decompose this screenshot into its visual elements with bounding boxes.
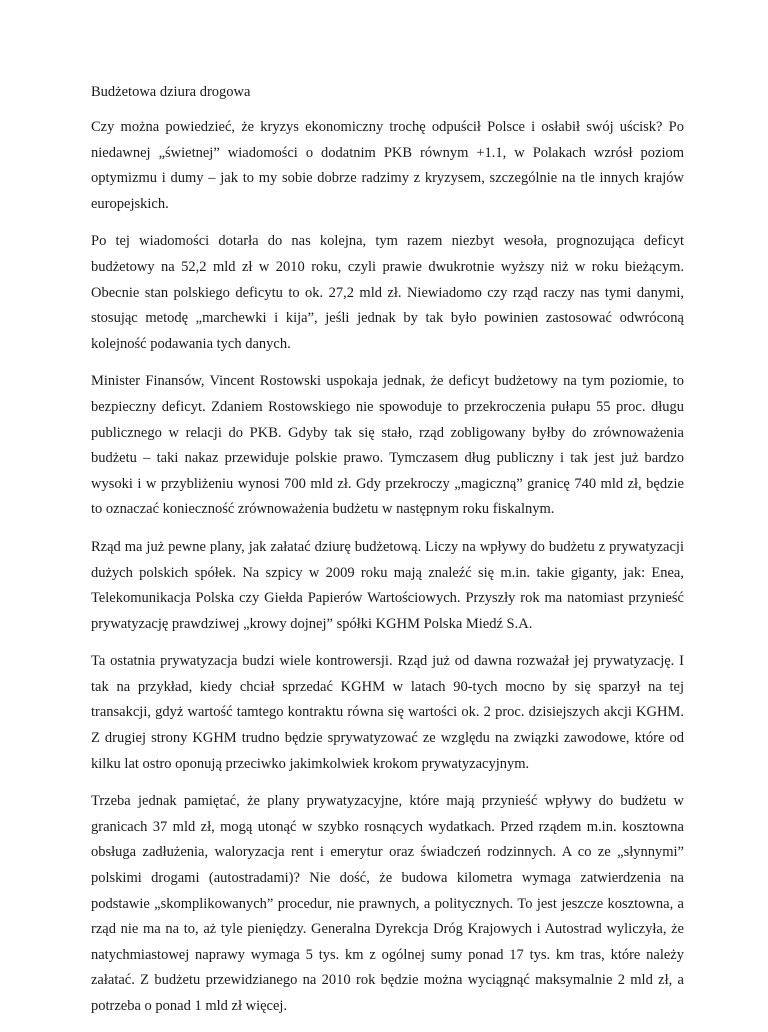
paragraph-2: Po tej wiadomości dotarła do nas kolejna, tym razem niezbyt wesoła, prognozująca deficyt budżetowy na 52,2 mld zł w 2010 roku, czyli prawie dwukrotnie wyższy niż w roku bieżącym. Obecnie stan polskiego deficytu to ok. 27,2 mld zł. Niewiadomo czy rząd raczy nas tymi danymi, stosując metodę „marchewki i kija”, jeśli jednak by tak było powinien zastosować odwróconą kolejność podawania tych danych.: [91, 233, 684, 352]
document-page: [91, 82, 684, 1032]
paragraph-5: Ta ostatnia prywatyzacja budzi wiele kontrowersji. Rząd już od dawna rozważał jej prywatyzację. I tak na przykład, kiedy chciał sprzedać KGHM w latach 90-tych mocno by się sparzył na tej transakcji, gdyż wartość tamtego kontraktu równa się wartości ok. 2 proc. dzisiejszych akcji KGHM. Z drugiej strony KGHM trudno będzie sprywatyzować ze względu na związki zawodowe, które od kilku lat ostro oponują przeciwko jakimkolwiek krokom prywatyzacyjnym.: [91, 653, 684, 772]
document-title: Budżetowa dziura drogowa: [91, 84, 251, 100]
paragraph-6: Trzeba jednak pamiętać, że plany prywatyzacyjne, które mają przynieść wpływy do budżetu w granicach 37 mld zł, mogą utonąć w szybko rosnących wydatkach. Przed rządem m.in. kosztowna obsługa zadłużenia, waloryzacja rent i emerytur oraz świadczeń rodzinnych. A co ze „słynnymi” polskimi drogami (autostradami)? Nie dość, że budowa kilometra wymaga zatwierdzenia na podstawie „skomplikowanych” procedur, nie prawnych, a politycznych. To jest jeszcze kosztowna, a rząd nie ma na to, aż tyle pieniędzy. Generalna Dyrekcja Dróg Krajowych i Autostrad wyliczyła, że natychmiastowej naprawy wymaga 5 tys. km z ogólnej sumy ponad 17 tys. km tras, które należy załatać. Z budżetu przewidzianego na 2010 rok będzie można wyciągnąć maksymalnie 2 mld zł, a potrzeba o ponad 1 mld zł więcej.: [91, 793, 684, 1014]
paragraph-3: Minister Finansów, Vincent Rostowski uspokaja jednak, że deficyt budżetowy na tym poziomie, to bezpieczny deficyt. Zdaniem Rostowskiego nie spowoduje to przekroczenia pułapu 55 proc. długu publicznego w relacji do PKB. Gdyby tak się stało, rząd zobligowany byłby do zrównoważenia budżetu – taki nakaz przewiduje polskie prawo. Tymczasem dług publiczny i tak jest już bardzo wysoki i w przybliżeniu wynosi 700 mld zł. Gdy przekroczy „magiczną” granicę 740 mld zł, będzie to oznaczać konieczność zrównoważenia budżetu w następnym roku fiskalnym.: [91, 373, 684, 518]
paragraph-1: Czy można powiedzieć, że kryzys ekonomiczny trochę odpuścił Polsce i osłabił swój uścisk? Po niedawnej „świetnej” wiadomości o dodatnim PKB równym +1.1, w Polakach wzrósł poziom optymizmu i dumy – jak to my sobie dobrze radzimy z kryzysem, szczególnie na tle innych krajów europejskich.: [91, 119, 684, 212]
paragraph-4: Rząd ma już pewne plany, jak załatać dziurę budżetową. Liczy na wpływy do budżetu z prywatyzacji dużych polskich spółek. Na szpicy w 2009 roku mają znaleźć się m.in. takie giganty, jak: Enea, Telekomunikacja Polska czy Giełda Papierów Wartościowych. Przyszły rok ma natomiast przynieść prywatyzację prawdziwej „krowy dojnej” spółki KGHM Polska Miedź S.A.: [91, 538, 684, 632]
